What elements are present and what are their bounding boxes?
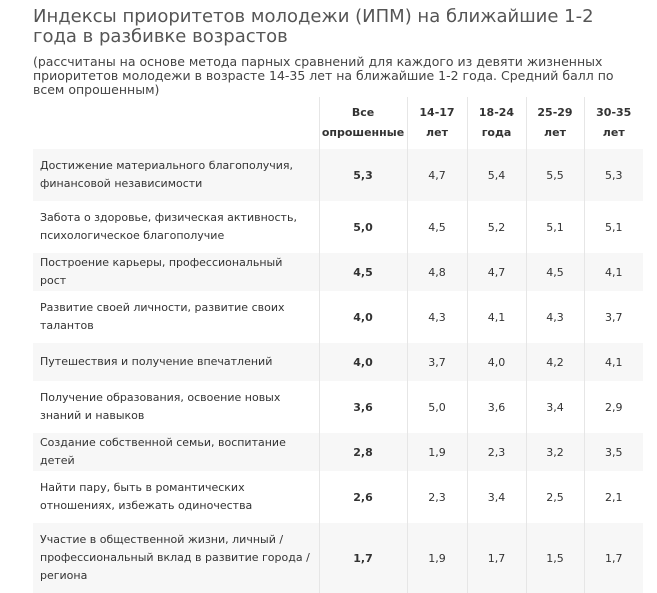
column-header-line2: лет <box>544 126 566 139</box>
value-cell-18-24: 4,0 <box>467 343 526 381</box>
column-header-line1: Все <box>351 106 375 119</box>
value-cell-all: 5,0 <box>319 201 407 253</box>
value-cell-14-17: 4,7 <box>407 149 467 201</box>
row-label: Получение образования, освоение новых знаний и навыков <box>33 381 319 433</box>
value-cell-25-29: 3,4 <box>526 381 584 433</box>
row-label: Развитие своей личности, развитие своих талантов <box>33 291 319 343</box>
table-row <box>33 523 643 593</box>
value-cell-all: 1,7 <box>319 523 407 593</box>
table-header-row <box>33 97 643 149</box>
table-row <box>33 433 643 471</box>
column-header-line1: 18-24 <box>478 106 515 119</box>
value-cell-30-35: 4,1 <box>584 253 643 291</box>
value-cell-all: 2,6 <box>319 471 407 523</box>
value-cell-all: 2,8 <box>319 433 407 471</box>
column-header-line1: 25-29 <box>537 106 573 119</box>
column-header-line2: лет <box>602 126 625 139</box>
column-header-25-29 <box>526 97 584 149</box>
value-cell-25-29: 5,1 <box>526 201 584 253</box>
value-cell-14-17: 4,3 <box>407 291 467 343</box>
header-empty-cell <box>33 97 319 149</box>
value-cell-all: 4,5 <box>319 253 407 291</box>
value-cell-30-35: 3,7 <box>605 310 623 324</box>
value-cell-14-17: 5,0 <box>407 381 467 433</box>
row-label: Участие в общественной жизни, личный / профессиональный вклад в развитие города / региона <box>33 523 319 593</box>
value-cell-18-24: 2,3 <box>467 433 526 471</box>
row-label: Найти пару, быть в романтических отношениях, избежать одиночества <box>33 471 319 523</box>
row-label: Забота о здоровье, физическая активность, психологическое благополучие <box>33 201 319 253</box>
value-cell-18-24: 5,4 <box>467 149 526 201</box>
value-cell-30-35: 3,5 <box>584 433 643 471</box>
page-title: Индексы приоритетов молодежи (ИПМ) на ближайшие 1-2 года в разбивке возрастов <box>33 6 594 47</box>
value-cell-14-17: 1,9 <box>407 433 467 471</box>
value-cell-all: 5,3 <box>319 149 407 201</box>
table-row <box>33 253 643 291</box>
table-row <box>33 201 643 253</box>
value-cell-30-35: 5,3 <box>584 149 643 201</box>
value-cell-all: 4,0 <box>319 343 407 381</box>
value-cell-all: 4,0 <box>319 291 407 343</box>
table-row <box>33 381 643 433</box>
row-label: Путешествия и получение впечатлений <box>33 343 319 381</box>
value-cell-25-29: 4,5 <box>526 253 584 291</box>
value-cell-30-35: 1,7 <box>584 523 643 593</box>
table-row <box>33 343 643 381</box>
value-cell-30-35: 2,1 <box>605 490 623 504</box>
column-header-30-35 <box>584 97 643 149</box>
column-header-line1: 14-17 <box>419 106 455 119</box>
value-cell-18-24: 4,7 <box>467 253 526 291</box>
column-header-line1: 30-35 <box>596 106 632 119</box>
value-cell-14-17: 3,7 <box>407 343 467 381</box>
column-header-line2: года <box>481 126 512 139</box>
row-label: Достижение материального благополучия, финансовой независимости <box>33 149 319 201</box>
value-cell-14-17: 4,8 <box>407 253 467 291</box>
value-cell-18-24: 5,2 <box>467 201 526 253</box>
value-cell-25-29: 5,5 <box>526 149 584 201</box>
row-label: Построение карьеры, профессиональный рост <box>33 253 319 291</box>
value-cell-30-35: 5,1 <box>605 220 623 234</box>
value-cell-25-29: 1,5 <box>526 523 584 593</box>
table-body <box>33 149 643 593</box>
value-cell-18-24: 4,1 <box>467 291 526 343</box>
value-cell-25-29: 4,2 <box>526 343 584 381</box>
value-cell-30-35: 4,1 <box>584 343 643 381</box>
value-cell-18-24: 3,6 <box>467 381 526 433</box>
page-subtitle: (рассчитаны на основе метода парных сравнений для каждого из девяти жизненных приоритетов молодежи в возрасте 14-35 лет на ближайшие 1-2 года. Средний балл по всем опрошенным) <box>33 54 614 97</box>
value-cell-14-17: 4,5 <box>407 201 467 253</box>
value-cell-25-29: 2,5 <box>526 471 584 523</box>
table-row <box>33 471 643 523</box>
column-header-line2: лет <box>426 126 448 139</box>
row-label: Создание собственной семьи, воспитание детей <box>33 433 319 471</box>
value-cell-18-24: 3,4 <box>467 471 526 523</box>
value-cell-25-29: 3,2 <box>526 433 584 471</box>
column-header-18-24 <box>467 97 526 149</box>
priorities-table <box>33 97 643 593</box>
column-header-line2: опрошенные <box>321 126 405 139</box>
value-cell-30-35: 2,9 <box>605 400 623 414</box>
column-header-14-17 <box>407 97 467 149</box>
value-cell-14-17: 2,3 <box>407 471 467 523</box>
table-row <box>33 149 643 201</box>
value-cell-14-17: 1,9 <box>407 523 467 593</box>
table-row <box>33 291 643 343</box>
column-header-all <box>319 97 407 149</box>
value-cell-all: 3,6 <box>319 381 407 433</box>
value-cell-25-29: 4,3 <box>526 291 584 343</box>
value-cell-18-24: 1,7 <box>467 523 526 593</box>
